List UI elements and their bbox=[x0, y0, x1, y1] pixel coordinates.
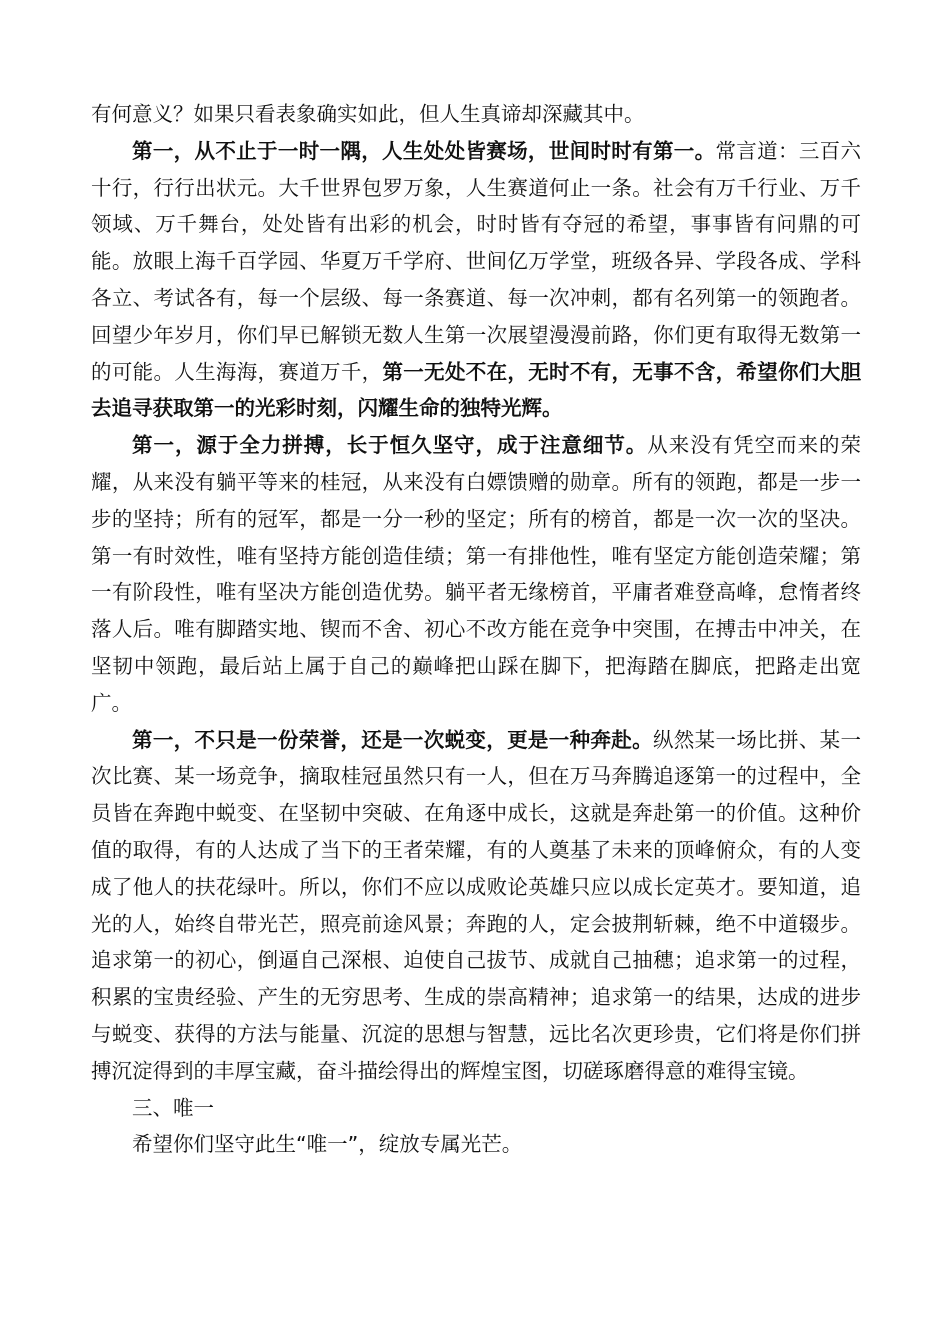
text-run: 有何意义？如果只看表象确实如此，但人生真谛却深藏其中。 bbox=[91, 102, 645, 126]
text-run: 从来没有凭空而来的荣耀，从来没有躺平等来的桂冠，从来没有白嫖馈赠的勋章。所有的领跑，都是一步一步的坚持；所有的冠军，都是一分一秒的坚定；所有的榜首，都是一次一次的坚决。第一有时效性，唯有坚持方能创造佳绩；第一有排他性，唯有坚定方能创造荣耀；第一有阶段性，唯有坚决方能创造优势。躺平者无缘榜首，平庸者难登高峰，怠惰者终落人后。唯有脚踏实地、锲而不舍、初心不改方能在竞争中突围，在搏击中冲关，在坚韧中领跑，最后站上属于自己的巅峰把山踩在脚下，把海踏在脚底，把路走出宽广。 bbox=[91, 433, 862, 715]
bold-heading-run: 第一，从不止于一时一隅，人生处处皆赛场，世间时时有第一。 bbox=[132, 138, 716, 163]
paragraph-first-everywhere bbox=[91, 133, 861, 427]
text-run: 希望你们坚守此生“唯一”，绽放专属光芒。 bbox=[132, 1132, 523, 1157]
paragraph-only-one-intro bbox=[91, 1126, 861, 1163]
bold-heading-run: 第一，不只是一份荣誉，还是一次蜕变，更是一种奔赴。 bbox=[132, 727, 653, 752]
text-run: 常言道：三百六十行，行行出状元。大千世界包罗万象，人生赛道何止一条。社会有万千行业、万千领域、万千舞台，处处皆有出彩的机会，时时皆有夺冠的希望，事事皆有问鼎的可能。放眼上海千百学园、华夏万千学府、世间亿万学堂，班级各异、学段各成、学科各立、考试各有，每一个层级、每一条赛道、每一次冲刺，都有名列第一的领跑者。回望少年岁月，你们早已解锁无数人生第一次展望漫漫前路，你们更有取得无数第一的可能。人生海海，赛道万千， bbox=[91, 138, 861, 384]
bold-heading-run: 第一，源于全力拼搏，长于恒久坚守，成于注意细节。 bbox=[132, 433, 648, 458]
bold-emphasis-run: 第一无处不在，无时不有，无事不含，希望你们大胆去追寻获取第一的光彩时刻，闪耀生命的独特光辉。 bbox=[91, 359, 862, 421]
text-run: 三、唯一 bbox=[132, 1095, 214, 1120]
paragraph-first-transformation bbox=[91, 722, 861, 1090]
paragraph-first-effort bbox=[91, 427, 861, 721]
paragraph-continuation bbox=[91, 96, 861, 133]
text-run: 纵然某一场比拼、某一次比赛、某一场竞争，摘取桂冠虽然只有一人，但在万马奔腾追逐第一的过程中，全员皆在奔跑中蜕变、在坚韧中突破、在角逐中成长，这就是奔赴第一的价值。这种价值的取得，有的人达成了当下的王者荣耀，有的人奠基了未来的顶峰俯众，有的人变成了他人的扶花绿叶。所以，你们不应以成败论英雄只应以成长定英才。要知道，追光的人，始终自带光芒，照亮前途风景；奔跑的人，定会披荆斩棘，绝不中道辍步。追求第一的初心，倒逼自己深根、迫使自己拔节、成就自己抽穗；追求第一的过程，积累的宝贵经验、产生的无穷思考、生成的崇高精神；追求第一的结果，达成的进步与蜕变、获得的方法与能量、沉淀的思想与智慧，远比名次更珍贵，它们将是你们拼搏沉淀得到的丰厚宝藏，奋斗描绘得出的辉煌宝图，切磋琢磨得意的难得宝镜。 bbox=[91, 727, 862, 1083]
section-heading-only-one bbox=[91, 1090, 861, 1127]
document-body bbox=[91, 96, 861, 1163]
